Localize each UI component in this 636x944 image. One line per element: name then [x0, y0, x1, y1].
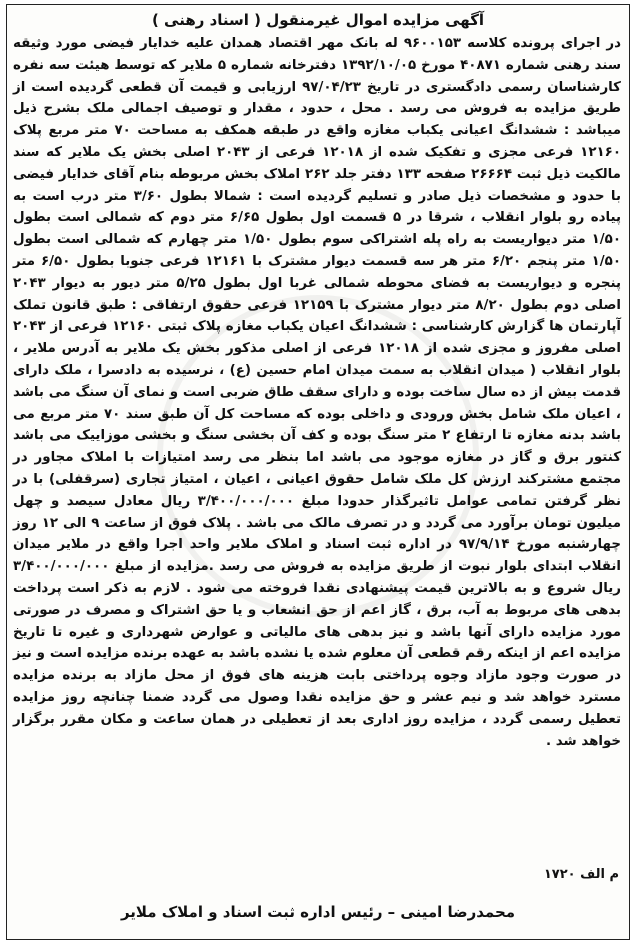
notice-signature: محمدرضا امینی – رئیس اداره ثبت اسناد و املاک ملایر [120, 903, 516, 921]
auction-notice [6, 4, 630, 940]
notice-reference: م الف ۱۷۲۰ [543, 867, 619, 882]
notice-body: در اجرای پرونده کلاسه ۹۶۰۰۱۵۳ له بانک مهر اقتصاد همدان علیه خدایار فیضی مورد وثیقه سند رهنی شماره ۴۰۸۷۱ مورخ ۱۳۹۲/۱۰/۰۵ دفترخانه شماره ۵ ملایر که توسط هیئت سه نفره کارشناسان رسمی دادگستری در تاریخ ۹۷/۰۴/۲۳ ارزیابی و قیمت آن قطعی گردیده است از طریق مزایده به فروش می رسد . محل ، حدود ، مقدار و توصیف اجمالی ملک بشرح ذیل میباشد : ششدانگ اعیانی یکباب مغازه واقع در طبقه همکف به مساحت ۷۰ متر مربع پلاک ۱۲۱۶۰ فرعی مجزی و تفکیک شده از ۱۲۰۱۸ فرعی از ۲۰۴۳ اصلی بخش یک ملایر که سند مالکیت ذیل ثبت ۲۶۶۶۴ صفحه ۱۳۳ دفتر جلد ۲۶۲ املاک بخش مربوطه بنام آقای خدایار فیضی با حدود و مشخصات ذیل صادر و تسلیم گردیده است : شمالا بطول ۳/۶۰ متر درب است به پیاده رو بلوار انقلاب ، شرقا در ۵ قسمت اول بطول ۶/۶۵ متر دوم که شمالی است بطول ۱/۵۰ متر دیواریست به راه پله اشتراکی سوم بطول ۱/۵۰ متر چهارم که شمالی است بطول ۱/۵۰ متر پنجم ۶/۲۰ متر هر سه قسمت دیوار مشترک با ۱۲۱۶۱ فرعی جنوبا بطول ۶/۵۰ متر پنجره و دیواریست به فضای محوطه شمالی غربا اول بطول ۵/۲۵ متر دیور به دیوار ۲۰۴۳ اصلی دوم بطول ۸/۲۰ متر دیوار مشترک با ۱۲۱۵۹ فرعی حقوق ارتفاقی : طبق قانون تملک آپارتمان ها گزارش کارشناسی : ششدانگ اعیان یکباب مغازه پلاک ثبتی ۱۲۱۶۰ فرعی از ۲۰۴۳ اصلی مفروز و مجزی شده از ۱۲۰۱۸ فرعی از اصلی مذکور بخش یک ملایر به آدرس ملایر ، بلوار انقلاب ( میدان انقلاب به سمت میدان امام حسین (ع) ، نرسیده به دادسرا ، ملک دارای قدمت بیش از ده سال ساخت بوده و دارای سقف طاق ضربی است و نمای آن سنگ می باشد ، اعیان ملک شامل بخش ورودی و داخلی بوده که مساحت کل آن طبق سند ۷۰ متر مربع می باشد بدنه مغازه تا ارتفاع ۲ متر سنگ بوده و کف آن بخشی سنگ و بخشی موزاییک می باشد کنتور برق و گاز در مغازه موجود می باشد اما بنظر می رسد امتیازات با املاک مجاور در مجتمع مشترکند ارزش کل ملک شامل حقوق اعیانی ، اعیان ، امتیاز تجاری (سرقفلی) با در نظر گرفتن تمامی عوامل تاثیرگذار حدودا مبلغ ۳/۴۰۰/۰۰۰/۰۰۰ ریال معادل سیصد و چهل میلیون تومان برآورد می گردد و در تصرف مالک می باشد . پلاک فوق از ساعت ۹ الی ۱۲ روز چهارشنبه مورخ ۹۷/۹/۱۴ در اداره ثبت اسناد و املاک ملایر واحد اجرا واقع در ملایر میدان انقلاب ابتدای بلوار نبوت از طریق مزایده به فروش می رسد .مزایده از مبلغ ۳/۴۰۰/۰۰۰/۰۰۰ ریال شروع و به بالاترین قیمت پیشنهادی نقدا فروخته می شود . لازم به ذکر است پرداخت بدهی های مربوط به آب، برق ، گاز اعم از حق انشعاب و یا حق اشتراک و مصرف در صورتی مورد مزایده دارای آنها باشد و نیز بدهی های مالیاتی و عوارض شهرداری و غیره تا تاریخ مزایده اعم از اینکه رقم قطعی آن معلوم شده یا نشده باشد به عهده برنده مزایده است و نیز در صورت وجود مازاد وجوه پرداختی بابت هزینه های فوق از محل مازاد به برنده مزایده مسترد خواهد شد و نیم عشر و حق مزایده نقدا وصول می گردد ضمنا چنانچه روز مزایده تعطیل رسمی گردد ، مزایده روز اداری بعد از تعطیلی در همان ساعت و مکان مقرر برگزار خواهد شد . [13, 36, 622, 749]
notice-title: آگهی مزایده اموال غیرمنقول ( اسناد رهنی ) [151, 11, 485, 29]
